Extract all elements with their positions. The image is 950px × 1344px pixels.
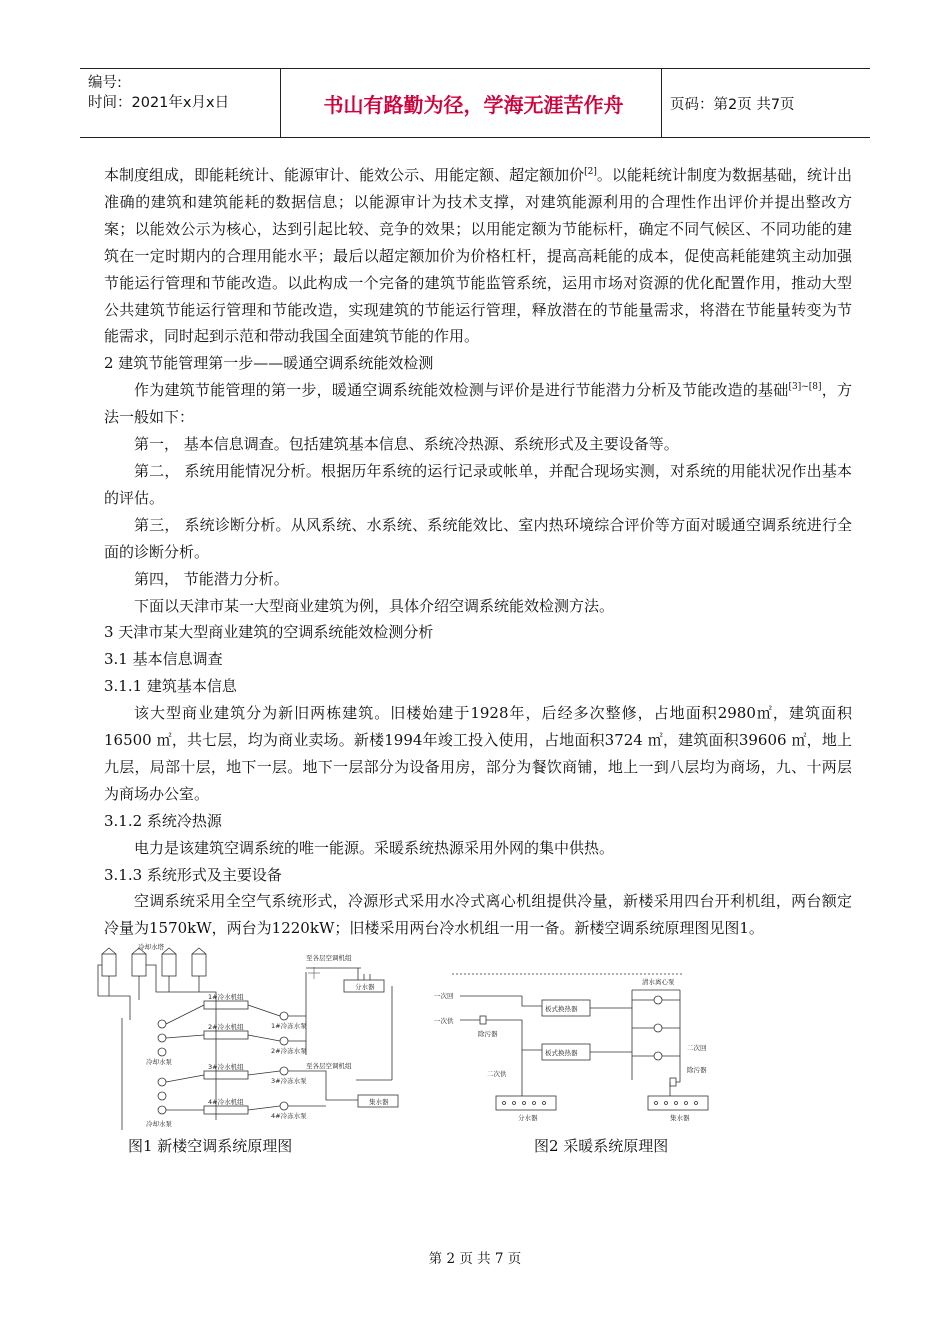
paragraph: 该大型商业建筑分为新旧两栋建筑。旧楼始建于1928年，后经多次整修，占地面积2980㎡，建筑面积16500 ㎡，共七层，均为商业卖场。新楼1994年竣工投入使用，占地面积3724 ㎡，建筑面积39606 ㎡，地上九层，局部十层，地下一层。地下一层部分为设备用房，部分为餐饮商铺，地上一到八层均为商场，九、十两层为商场办公室。 xyxy=(104,704,852,803)
cooling-tower-icons xyxy=(102,948,206,976)
paragraph: 下面以天津市某一大型商业建筑为例，具体介绍空调系统能效检测方法。 xyxy=(134,596,615,615)
paragraph: 第一， 基本信息调查。包括建筑基本信息、系统冷热源、系统形式及主要设备等。 xyxy=(134,435,679,454)
label-chiller-4: 4#冷水机组 xyxy=(208,1098,244,1106)
label-strainer-1: 除污器 xyxy=(478,1030,498,1038)
page-header xyxy=(80,68,870,138)
label-pump-2: 2#冷冻水泵 xyxy=(271,1047,307,1055)
label-strainer-2: 除污器 xyxy=(687,1066,707,1074)
paragraph-text: 。以能耗统计制度为数据基础，统计出准确的建筑和建筑能耗的数据信息；以能源审计为技术支撑，对建筑能源利用的合理性作出评价并提出整改方案；以能效公示为核心，达到引起比较、竞争的效果；以用能定额为节能标杆，确定不同气候区、不同功能的建筑在一定时期内的合理用能水平；最后以超定额加价为价格杠杆，提高高耗能的成本，促使高耗能建筑主动加强节能运行管理和节能改造。以此构成一个完备的建筑节能监管系统，运用市场对资源的优化配置作用，推动大型公共建筑节能运行管理和节能改造，实现建筑的节能运行管理，释放潜在的节能量需求，将潜在节能量转变为节能需求，同时起到示范和带动我国全面建筑节能的作用。 xyxy=(104,166,852,346)
section-heading: 2 建筑节能管理第一步——暖通空调系统能效检测 xyxy=(104,354,434,373)
label-primary-return: 一次回 xyxy=(434,992,454,1000)
subsection-heading: 3.1 基本信息调查 xyxy=(104,650,223,669)
document-body xyxy=(104,162,852,942)
page-footer: 第 2 页 共 7 页 xyxy=(428,1251,522,1267)
label-cooling-tower: 冷却水塔 xyxy=(138,943,164,951)
paragraph xyxy=(104,162,852,350)
paragraph: 第二， 系统用能情况分析。根据历年系统的运行记录或帐单，并配合现场实测，对系统的用能状况作出基本的评估。 xyxy=(104,461,852,507)
paragraph-text: 作为建筑节能管理的第一步，暖通空调系统能效检测与评价是进行节能潜力分析及节能改造的基础 xyxy=(134,381,789,400)
paragraph xyxy=(104,377,852,431)
label-pump: 清水离心泵 xyxy=(642,978,675,986)
label-to-ahu-2: 至各层空调机组 xyxy=(306,1062,352,1070)
label-supply-header: 分水器 xyxy=(518,1114,538,1122)
header-motto: 书山有路勤为径，学海无涯苦作舟 xyxy=(323,92,624,117)
label-chiller-3: 3#冷水机组 xyxy=(208,1063,244,1071)
figure-1-caption: 图1 新楼空调系统原理图 xyxy=(128,1137,293,1155)
label-pump-4: 4#冷冻水泵 xyxy=(271,1112,307,1120)
label-chiller-2: 2#冷水机组 xyxy=(208,1023,244,1031)
label-secondary-supply: 二次供 xyxy=(487,1070,507,1078)
header-divider xyxy=(280,69,281,137)
label-pump-1: 1#冷冻水泵 xyxy=(271,1022,307,1030)
citation: [3]~[8] xyxy=(788,382,822,393)
figure-1-diagram xyxy=(96,940,416,1134)
subsection-heading: 3.1.2 系统冷热源 xyxy=(104,811,222,830)
paragraph: 电力是该建筑空调系统的唯一能源。采暖系统热源采用外网的集中供热。 xyxy=(134,838,615,857)
page-info: 页码：第2页 共7页 xyxy=(670,96,795,113)
citation: [2] xyxy=(584,167,597,177)
label-cw-pump-a: 冷却水泵 xyxy=(146,1058,172,1066)
code-label: 编号: xyxy=(88,75,122,91)
paragraph: 空调系统采用全空气系统形式，冷源形式采用水冷式离心机组提供冷量，新楼采用四台开利机组，两台额定冷量为1570kW，两台为1220kW；旧楼采用两台冷水机组一用一备。新楼空调系统原理图见图1。 xyxy=(104,892,852,938)
header-divider xyxy=(661,69,662,137)
date-label: 时间：2021年x月x日 xyxy=(88,95,230,111)
subsection-heading: 3.1.1 建筑基本信息 xyxy=(104,677,237,696)
paragraph: 第三， 系统诊断分析。从风系统、水系统、系统能效比、室内热环境综合评价等方面对暖通空调系统进行全面的诊断分析。 xyxy=(104,515,852,561)
label-chiller-1: 1#冷水机组 xyxy=(208,993,244,1001)
section-heading: 3 天津市某大型商业建筑的空调系统能效检测分析 xyxy=(104,623,434,642)
label-primary-supply: 一次供 xyxy=(434,1017,454,1025)
label-return-header: 集水器 xyxy=(670,1114,690,1122)
figure-2-caption: 图2 采暖系统原理图 xyxy=(534,1137,669,1155)
label-to-ahu: 至各层空调机组 xyxy=(306,954,352,962)
label-pump-3: 3#冷冻水泵 xyxy=(271,1077,307,1085)
paragraph: 第四， 节能潜力分析。 xyxy=(134,569,289,588)
label-supply-header: 分水器 xyxy=(355,983,375,991)
paragraph-text: ，方法一般如下： xyxy=(104,381,852,427)
label-cw-pump-b: 冷却水泵 xyxy=(146,1120,172,1128)
header-meta xyxy=(88,73,280,113)
figure-2-diagram xyxy=(432,970,732,1129)
paragraph-text: 本制度组成，即能耗统计、能源审计、能效公示、用能定额、超定额加价 xyxy=(104,166,585,184)
label-hx-1: 板式换热器 xyxy=(545,1005,578,1013)
subsection-heading: 3.1.3 系统形式及主要设备 xyxy=(104,865,282,884)
label-return-header: 集水器 xyxy=(369,1098,389,1106)
label-hx-2: 板式换热器 xyxy=(545,1049,578,1057)
label-secondary-return: 二次回 xyxy=(687,1044,707,1052)
